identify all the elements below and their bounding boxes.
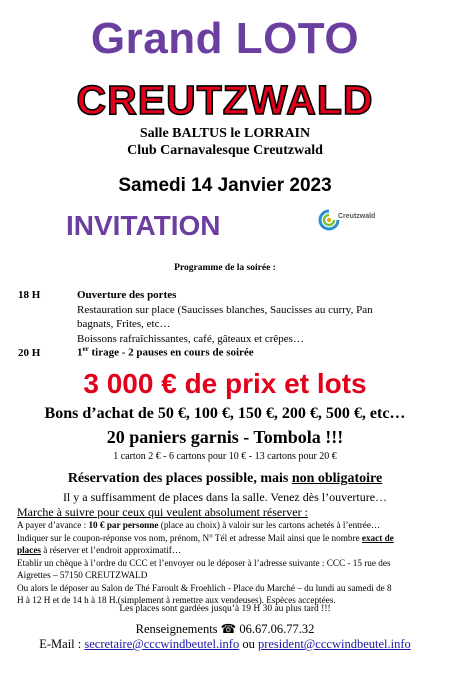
info-line: Renseignements ☎ 06.67.06.77.32: [135, 622, 315, 636]
logo-text: Creutzwald: [338, 213, 376, 220]
seating-note: Il y a suffisamment de places dans la salle. Venez dès l’ouverture…: [62, 490, 388, 504]
procedure-line-4: Etablir un chèque à l’ordre du CCC et l’envoyer ou le déposer à l’adresse suivante : CCC - 15 rue des: [17, 558, 391, 568]
program-item-food-line2: bagnats, Frites, etc…: [77, 318, 171, 330]
time-20h: 20 H: [18, 347, 41, 359]
phone-number: 06.67.06.77.32: [236, 622, 315, 636]
email-president-link[interactable]: president@cccwindbeutel.info: [257, 637, 411, 651]
event-date: Samedi 14 Janvier 2023: [118, 175, 332, 196]
procedure-line-6: Ou alors le déposer au Salon de Thé Faroult & Froehlich - Place du Marché – du lundi au samedi de 8: [17, 583, 392, 593]
program-item-doors: Ouverture des portes: [77, 289, 177, 301]
logo-mark-icon: [318, 208, 340, 234]
invitation-heading: INVITATION: [66, 210, 221, 241]
club-name: Club Carnavalesque Creutzwald: [127, 143, 323, 158]
prize-headline: 3 000 € de prix et lots: [83, 368, 367, 399]
email-secretary-link[interactable]: secretaire@cccwindbeutel.info: [84, 637, 240, 651]
procedure-line-7: H à 12 H et de 14 h à 18 H.(simplement à remettre aux vendeuses). Espèces acceptées.: [17, 595, 336, 605]
procedure-line-1: A payer d’avance : 10 € par personne (place au choix) à valoir sur les cartons achetés à l’entrée…: [17, 520, 381, 530]
page-title: Grand LOTO: [90, 14, 360, 63]
program-title: Programme de la soirée :: [174, 263, 276, 273]
procedure-title: Marche à suivre pour ceux qui veulent absolument réserver :: [17, 505, 308, 519]
baskets-line: 20 paniers garnis - Tombola !!!: [106, 427, 344, 447]
procedure-line-3: places à réserver et l’endroit approximatif…: [17, 545, 182, 555]
deadline-note: Les places sont gardées jusqu’à 19 H 30 au plus tard !!!: [119, 604, 331, 614]
program-item-drinks: Boissons rafraîchissantes, café, gâteaux et crêpes…: [77, 333, 304, 345]
club-logo: [318, 208, 380, 234]
card-prices: 1 carton 2 € - 6 cartons pour 10 € - 13 cartons pour 20 €: [113, 451, 337, 462]
procedure-line-2: Indiquer sur le coupon-réponse vos nom, prénom, N° Tél et adresse Mail ainsi que le nombre exact de: [17, 533, 394, 543]
time-18h: 18 H: [18, 289, 41, 301]
procedure-line-5: Aigrettes – 57150 CREUTZWALD: [17, 570, 148, 580]
vouchers-line: Bons d’achat de 50 €, 100 €, 150 €, 200 €, 500 €, etc…: [44, 405, 406, 422]
email-line: E-Mail : secretaire@cccwindbeutel.info ou president@cccwindbeutel.info: [39, 637, 411, 651]
program-item-food-line1: Restauration sur place (Saucisses blanches, Saucisses au curry, Pan: [77, 304, 373, 316]
reservation-headline: Réservation des places possible, mais non obligatoire: [67, 471, 383, 486]
program-item-draw: 1er tirage - 2 pauses en cours de soirée: [77, 345, 254, 359]
telephone-icon: ☎: [220, 622, 237, 636]
city-title: CREUTZWALD: [76, 77, 374, 123]
venue-name: Salle BALTUS le LORRAIN: [139, 126, 311, 141]
